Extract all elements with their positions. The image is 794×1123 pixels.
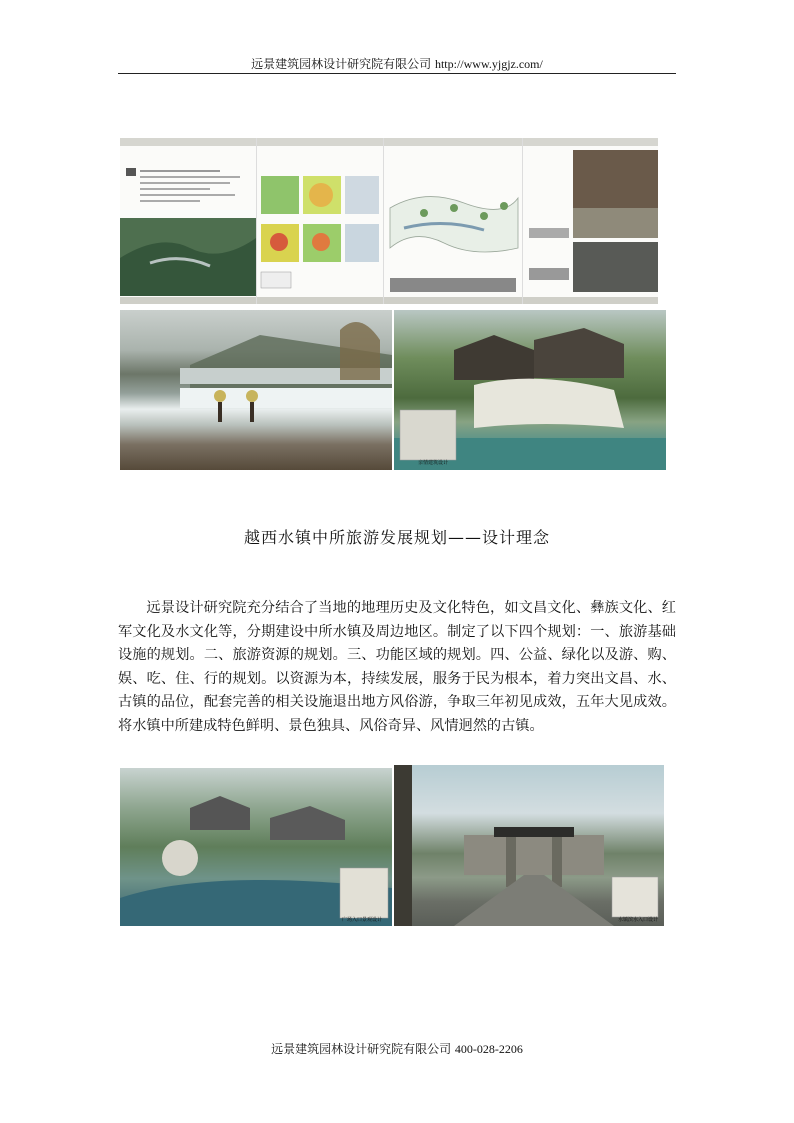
board-panel-site-plan bbox=[384, 138, 523, 304]
planning-board-image bbox=[120, 138, 658, 304]
courtyard-render-image bbox=[394, 310, 666, 470]
courtyard-caption: 亲情建筑设计 bbox=[418, 460, 449, 466]
aerial-river-town-render bbox=[120, 768, 392, 926]
right-render-caption: 水镇滨水入口设计 bbox=[618, 917, 659, 923]
board-panel-zoning-maps bbox=[257, 138, 384, 304]
left-render-caption: 广场入口景观设计 bbox=[342, 917, 383, 923]
header-company: 远景建筑园林设计研究院有限公司 bbox=[251, 57, 432, 71]
design-concept-paragraph: 远景设计研究院充分结合了当地的地理历史及文化特色，如文昌文化、彝族文化、红军文化及水文化等，分期建设中所水镇及周边地区。制定了以下四个规划：一、旅游基础设施的规划。二、旅游资源的规划。三、功能区域的规划。四、公益、绿化以及游、购、娱、吃、住、行的规划。以资源为本，持续发展，服务于民为根本，着力突出文昌、水、古镇的品位，配套完善的相关设施退出地方风俗游，争取三年初见成效，五年大见成效。将水镇中所建成特色鲜明、景色独具、风俗奇异、风情迥然的古镇。 bbox=[118, 600, 676, 734]
header-url[interactable]: http://www.yjgjz.com/ bbox=[434, 57, 543, 71]
page-header bbox=[118, 56, 676, 72]
footer-company: 远景建筑园林设计研究院有限公司 bbox=[271, 1042, 452, 1056]
page-footer bbox=[118, 1041, 676, 1057]
section-title: 越西水镇中所旅游发展规划——设计理念 bbox=[243, 528, 550, 547]
header-divider bbox=[118, 73, 676, 74]
board-panel-aerial bbox=[120, 138, 257, 304]
board-panel-streetscapes bbox=[523, 138, 658, 304]
town-gate-render bbox=[394, 765, 664, 926]
waterfall-photo bbox=[120, 310, 392, 470]
footer-phone: 400-028-2206 bbox=[454, 1042, 523, 1056]
